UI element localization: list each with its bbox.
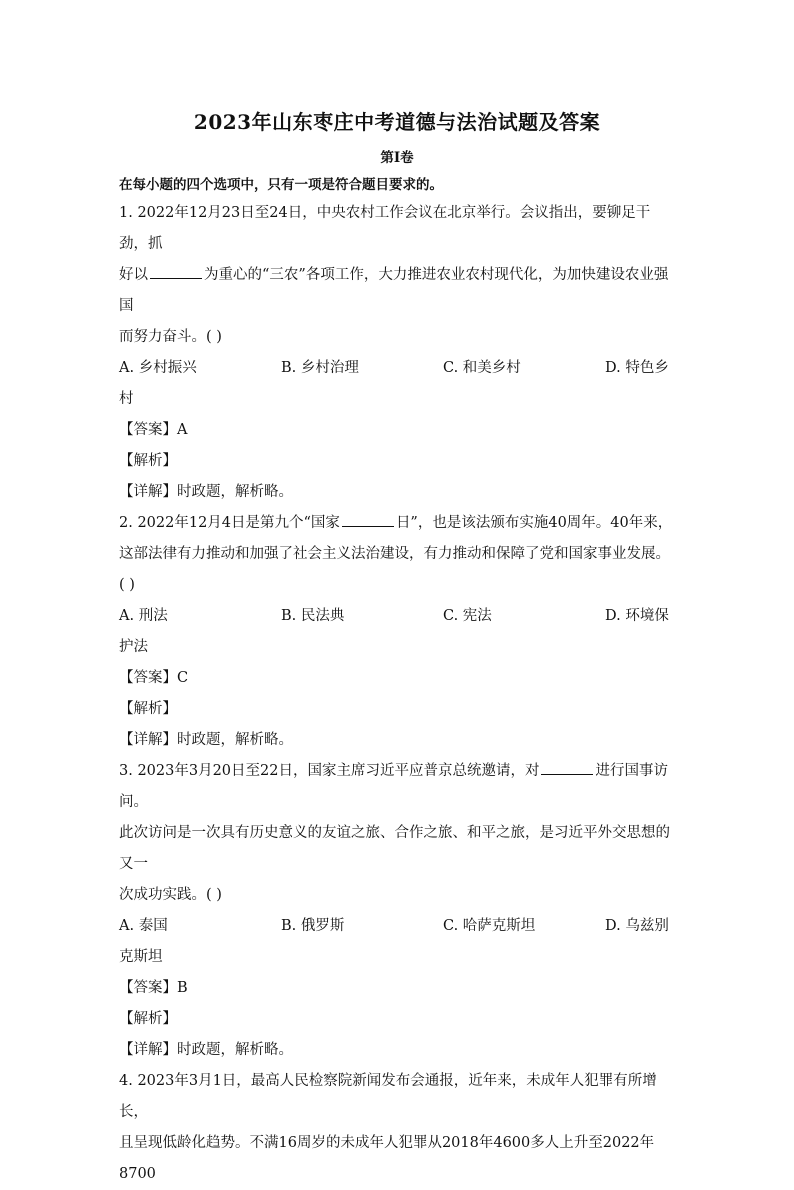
answer-blank bbox=[150, 262, 202, 279]
detail-label: 【详解】时政题，解析略。 bbox=[119, 732, 293, 748]
document-body bbox=[119, 174, 675, 1190]
option-d-wrap: 护法 bbox=[119, 639, 148, 655]
option-b: B. 俄罗斯 bbox=[281, 918, 345, 934]
analysis-label: 【解析】 bbox=[119, 453, 177, 469]
analysis-label: 【解析】 bbox=[119, 701, 177, 717]
option-c: C. 宪法 bbox=[443, 608, 492, 624]
answer-blank bbox=[541, 758, 593, 775]
question-1-line-3: 而努力奋斗。( ) bbox=[119, 329, 222, 345]
option-a: A. 刑法 bbox=[119, 608, 168, 624]
option-d: D. 乌兹别 bbox=[605, 918, 669, 934]
question-2-line-2: 这部法律有力推动和加强了社会主义法治建设，有力推动和保障了党和国家事业发展。 bbox=[119, 546, 670, 562]
question-1 bbox=[119, 198, 675, 508]
question-2-line-3: ( ) bbox=[119, 577, 135, 593]
document-title: 2023年山东枣庄中考道德与法治试题及答案 bbox=[193, 110, 601, 134]
option-a: A. 泰国 bbox=[119, 918, 168, 934]
question-2-options bbox=[119, 601, 675, 632]
option-d: D. 特色乡 bbox=[605, 360, 669, 376]
detail-label: 【详解】时政题，解析略。 bbox=[119, 484, 293, 500]
answer-label: 【答案】C bbox=[119, 670, 189, 686]
option-a: A. 乡村振兴 bbox=[119, 360, 197, 376]
answer-blank bbox=[342, 510, 394, 527]
question-2-line-1-after-blank: 日”，也是该法颁布实施40周年。40年来， bbox=[395, 515, 673, 531]
question-1-line-2-before-blank: 好以 bbox=[119, 267, 148, 283]
question-1-line-2 bbox=[119, 260, 675, 322]
option-c: C. 和美乡村 bbox=[443, 360, 521, 376]
question-3 bbox=[119, 756, 675, 1066]
option-b: B. 民法典 bbox=[281, 608, 345, 624]
option-c: C. 哈萨克斯坦 bbox=[443, 918, 536, 934]
detail-label: 【详解】时政题，解析略。 bbox=[119, 1042, 293, 1058]
instruction-text: 在每小题的四个选项中，只有一项是符合题目要求的。 bbox=[119, 177, 443, 193]
question-4-line-2: 且呈现低龄化趋势。不满16周岁的未成年人犯罪从2018年4600多人上升至2022年8700 bbox=[119, 1135, 655, 1182]
option-b: B. 乡村治理 bbox=[281, 360, 359, 376]
question-1-line-2-after-blank: 为重心的“三农”各项工作，大力推进农业农村现代化，为加快建设农业强国 bbox=[119, 267, 669, 314]
question-3-line-1-before-blank: 3. 2023年3月20日至22日，国家主席习近平应普京总统邀请，对 bbox=[119, 763, 540, 779]
answer-label: 【答案】B bbox=[119, 980, 188, 996]
question-3-line-1 bbox=[119, 756, 675, 818]
question-2-line-1 bbox=[119, 508, 675, 539]
answer-label: 【答案】A bbox=[119, 422, 188, 438]
question-4-line-1: 4. 2023年3月1日，最高人民检察院新闻发布会通报，近年来，未成年人犯罪有所增长， bbox=[119, 1073, 657, 1120]
option-d: D. 环境保 bbox=[605, 608, 669, 624]
question-2-line-1-before-blank: 2. 2022年12月4日是第九个“国家 bbox=[119, 515, 340, 531]
option-d-wrap: 村 bbox=[119, 391, 134, 407]
question-3-options bbox=[119, 911, 675, 942]
section-title: 第Ⅰ卷 bbox=[380, 150, 414, 166]
question-2 bbox=[119, 508, 675, 756]
option-d-wrap: 克斯坦 bbox=[119, 949, 163, 965]
question-3-line-3: 次成功实践。( ) bbox=[119, 887, 222, 903]
question-4 bbox=[119, 1066, 675, 1190]
question-3-line-2: 此次访问是一次具有历史意义的友谊之旅、合作之旅、和平之旅，是习近平外交思想的又一 bbox=[119, 825, 670, 872]
question-1-line-1: 1. 2022年12月23日至24日，中央农村工作会议在北京举行。会议指出，要铆足干劲，抓 bbox=[119, 205, 651, 252]
question-3-line-1-after-blank: 进行国事访问。 bbox=[119, 763, 668, 810]
question-1-options bbox=[119, 353, 675, 384]
analysis-label: 【解析】 bbox=[119, 1011, 177, 1027]
